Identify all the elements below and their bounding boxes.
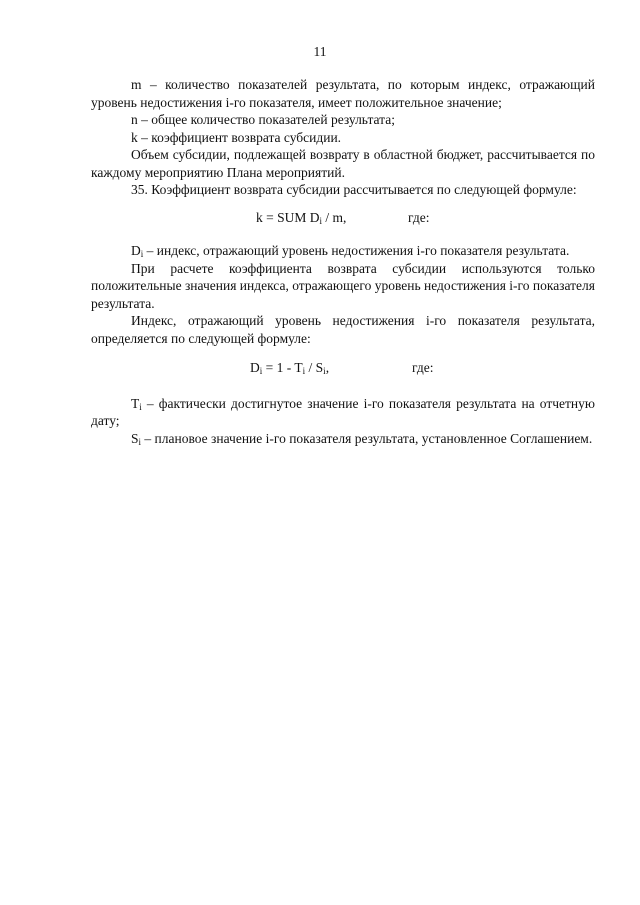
formula-k-where: где: xyxy=(408,209,430,225)
di-definition: $D_i$ – индекс, отражающий уровень недостижения i-го показателя результата. xyxy=(131,243,570,259)
formula-d-expression: $D_i = 1 - T_i / S_i$, xyxy=(250,360,330,376)
ti-definition: $T_i$ – фактически достигнутое значение i-го показателя результата на отчетную дату; xyxy=(91,395,595,428)
n-definition: n – общее количество показателей результата; xyxy=(131,112,395,127)
index-intro: Индекс, отражающий уровень недостижения i-го показателя результата, определяется по следующей формуле: xyxy=(91,313,595,346)
subsidy-volume-paragraph: Объем субсидии, подлежащей возврату в областной бюджет, рассчитывается по каждому мероприятию Плана мероприятий. xyxy=(91,147,595,180)
si-definition: $S_i$ – плановое значение i-го показателя результата, установленное Соглашением. xyxy=(131,430,593,447)
item-35-paragraph: 35. Коэффициент возврата субсидии рассчитывается по следующей формуле: xyxy=(131,182,577,197)
calculation-note: При расчете коэффициента возврата субсидии используются только положительные значения индекса, отражающего уровень недостижения i-го показателя результата. xyxy=(91,260,595,311)
formula-k xyxy=(91,209,595,227)
page-number: 11 xyxy=(313,44,327,59)
k-definition: k – коэффициент возврата субсидии. xyxy=(131,129,342,145)
formula-d xyxy=(91,359,595,377)
document-body xyxy=(91,76,595,447)
formula-k-expression: k = SUM $D_i$ / m, xyxy=(256,209,347,226)
formula-d-where: где: xyxy=(412,360,434,375)
m-definition: m – количество показателей результата, по которым индекс, отражающий уровень недостижения i-го показателя, имеет положительное значение; xyxy=(91,77,595,110)
